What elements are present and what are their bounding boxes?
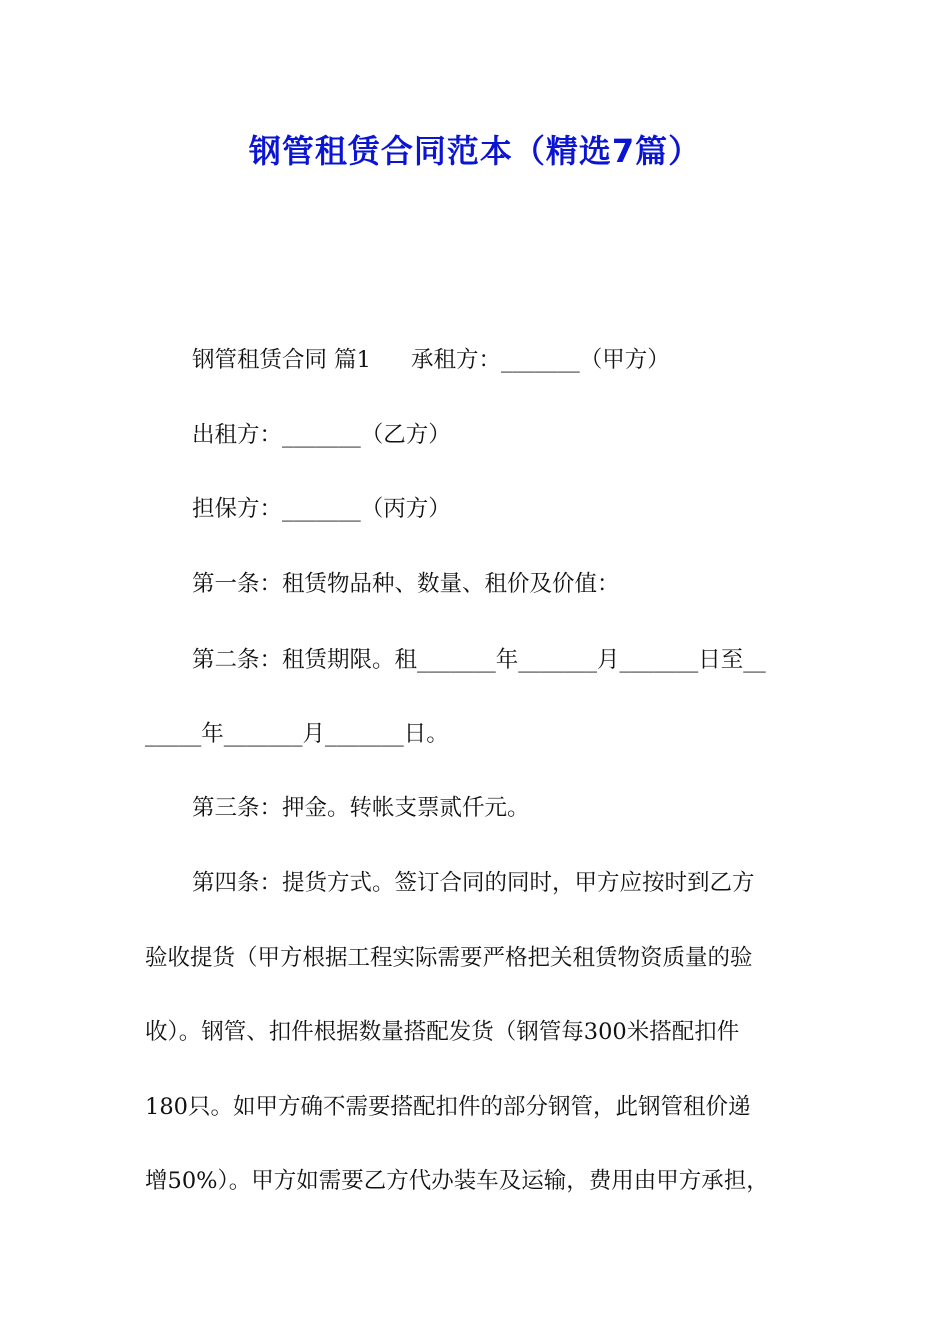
article-2-line: 第二条：租赁期限。租_______年_______月_______日至__ (192, 647, 766, 673)
lessor-line: 出租方：_______（乙方） (192, 422, 451, 448)
article-1-line: 第一条：租赁物品种、数量、租价及价值： (192, 571, 620, 597)
article-4-line-2: 验收提货（甲方根据工程实际需要严格把关租赁物资质量的验 (145, 945, 753, 971)
article-4-line-5: 增50%）。甲方如需要乙方代办装车及运输，费用由甲方承担， (145, 1168, 769, 1194)
section-heading: 钢管租赁合同 篇1 (192, 347, 371, 373)
article-4-line-3: 收）。钢管、扣件根据数量搭配发货（钢管每300米搭配扣件 (145, 1019, 740, 1045)
document-title: 钢管租赁合同范本（精选7篇） (248, 132, 702, 170)
line-1 (192, 345, 825, 375)
guarantor-line: 担保方：_______（丙方） (192, 496, 451, 522)
article-3-line: 第三条：押金。转帐支票贰仟元。 (192, 795, 530, 821)
article-2-continuation: _____年_______月_______日。 (145, 721, 449, 747)
article-4-line-4: 180只。如甲方确不需要搭配扣件的部分钢管，此钢管租价递 (145, 1094, 751, 1120)
lessee-field: 承租方：_______（甲方） (410, 347, 670, 373)
article-4-line: 第四条：提货方式。签订合同的同时，甲方应按时到乙方 (192, 870, 755, 896)
